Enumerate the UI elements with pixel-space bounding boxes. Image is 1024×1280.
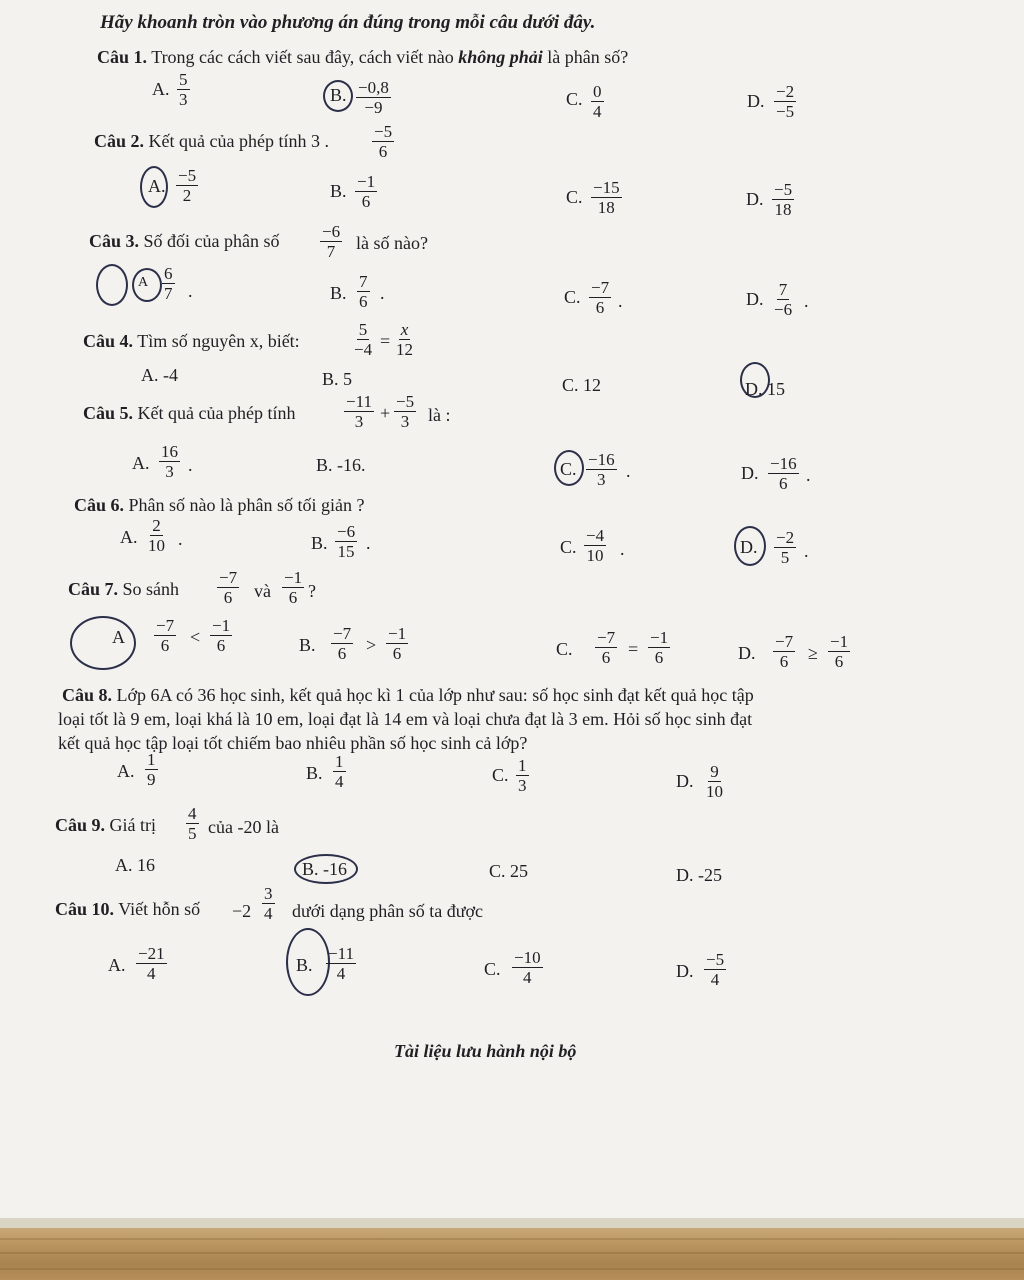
q1-option-d[interactable]: $\frac{-2}{-5}$ bbox=[776, 82, 795, 121]
plus-sign: + bbox=[380, 403, 391, 423]
q3-question-tail: là số nào? bbox=[356, 233, 428, 253]
q7-and: và bbox=[254, 581, 271, 601]
q3-option-c[interactable]: $\frac{-7}{6}$ bbox=[591, 278, 610, 317]
wooden-table bbox=[0, 1228, 1024, 1280]
q2-option-a-label[interactable]: A. bbox=[148, 176, 166, 196]
question-8-line-3: kết quả học tập loại tốt chiếm bao nhiêu phần số học sinh cả lớp? bbox=[58, 733, 528, 753]
q2-option-b[interactable]: $\frac{-1}{6}$ bbox=[357, 172, 376, 211]
q7-option-c-right[interactable]: $\frac{-1}{6}$ bbox=[650, 628, 669, 667]
q4-option-b[interactable]: B. 5 bbox=[322, 369, 353, 389]
q6-option-c-tail: . bbox=[620, 539, 625, 559]
q10-option-b-label[interactable]: B. bbox=[296, 955, 313, 975]
q10-option-a[interactable]: $\frac{-21}{4}$ bbox=[138, 944, 165, 983]
q4-option-d[interactable]: D. 15 bbox=[745, 379, 785, 399]
q1-option-c-label[interactable]: C. bbox=[566, 89, 583, 109]
q2-option-d[interactable]: $\frac{-5}{18}$ bbox=[774, 180, 793, 219]
q7-option-d-left[interactable]: $\frac{-7}{6}$ bbox=[775, 632, 794, 671]
q1-option-b[interactable]: $\frac{-0,8}{-9}$ bbox=[358, 78, 389, 117]
q3-option-a-label[interactable]: A bbox=[138, 275, 149, 290]
q7-option-b-operator: > bbox=[366, 635, 377, 655]
q8-option-c-label[interactable]: C. bbox=[492, 765, 509, 785]
q8-option-d-label[interactable]: D. bbox=[676, 771, 694, 791]
q5-option-d[interactable]: $\frac{-16}{6}$ bbox=[770, 454, 797, 493]
q6-option-a-tail: . bbox=[178, 529, 183, 549]
q6-option-d-label[interactable]: D. bbox=[740, 537, 758, 557]
q7-option-d-label[interactable]: D. bbox=[738, 643, 756, 663]
q8-option-b[interactable]: $\frac{1}{4}$ bbox=[335, 752, 344, 791]
question-5: Câu 5. Kết quả của phép tính bbox=[83, 403, 296, 423]
q6-option-d-tail: . bbox=[804, 541, 809, 561]
q7-fraction-1: $\frac{-7}{6}$ bbox=[219, 568, 238, 607]
q4-option-a[interactable]: A. -4 bbox=[141, 365, 178, 385]
q5-fraction-1: $\frac{-11}{3}$ bbox=[346, 392, 372, 431]
q8-option-a[interactable]: $\frac{1}{9}$ bbox=[147, 750, 156, 789]
q10-option-a-label[interactable]: A. bbox=[108, 955, 126, 975]
q3-option-a[interactable]: $\frac{6}{7}$ bbox=[164, 264, 173, 303]
q5-question-tail: là : bbox=[428, 405, 451, 425]
q5-option-c-tail: . bbox=[626, 461, 631, 481]
q8-option-d[interactable]: $\frac{9}{10}$ bbox=[706, 762, 723, 801]
q3-option-d[interactable]: $\frac{7}{-6}$ bbox=[774, 280, 793, 319]
question-4: Câu 4. Tìm số nguyên x, biết: bbox=[83, 331, 300, 351]
q4-fraction-right: $\frac{x}{12}$ bbox=[396, 320, 413, 359]
q5-option-a-label[interactable]: A. bbox=[132, 453, 150, 473]
wood-grain bbox=[0, 1268, 1024, 1270]
q2-option-d-label[interactable]: D. bbox=[746, 189, 764, 209]
q4-fraction-left: $\frac{5}{-4}$ bbox=[354, 320, 373, 359]
q10-option-c-label[interactable]: C. bbox=[484, 959, 501, 979]
question-8-line-2: loại tốt là 9 em, loại khá là 10 em, loại đạt là 14 em và loại chưa đạt là 3 em. Hỏi số học sinh đạt bbox=[58, 709, 753, 729]
instruction: Hãy khoanh tròn vào phương án đúng trong mỗi câu dưới đây. bbox=[100, 12, 596, 33]
q3-option-b[interactable]: $\frac{7}{6}$ bbox=[359, 272, 368, 311]
q10-option-d-label[interactable]: D. bbox=[676, 961, 694, 981]
q6-option-b-label[interactable]: B. bbox=[311, 533, 328, 553]
q9-option-a[interactable]: A. 16 bbox=[115, 855, 155, 875]
q2-option-c[interactable]: $\frac{-15}{18}$ bbox=[593, 178, 620, 217]
question-3: Câu 3. Số đối của phân số bbox=[89, 231, 280, 251]
q3-option-b-label[interactable]: B. bbox=[330, 283, 347, 303]
question-6: Câu 6. Phân số nào là phân số tối giản ? bbox=[74, 495, 365, 515]
q5-option-c[interactable]: $\frac{-16}{3}$ bbox=[588, 450, 615, 489]
q6-option-a-label[interactable]: A. bbox=[120, 527, 138, 547]
q7-option-a-right[interactable]: $\frac{-1}{6}$ bbox=[212, 616, 231, 655]
q6-option-d[interactable]: $\frac{-2}{5}$ bbox=[776, 528, 795, 567]
question-1: Câu 1. Trong các cách viết sau đây, cách viết nào không phải là phân số? bbox=[97, 47, 629, 67]
q4-option-c[interactable]: C. 12 bbox=[562, 375, 602, 395]
q1-option-a-label[interactable]: A. bbox=[152, 79, 170, 99]
q7-option-c-label[interactable]: C. bbox=[556, 639, 573, 659]
question-9: Câu 9. Giá trị bbox=[55, 815, 157, 835]
question-8-line-1: Câu 8. Lớp 6A có 36 học sinh, kết quả học kì 1 của lớp như sau: số học sinh đạt kết quả học tập bbox=[62, 685, 754, 705]
q5-option-d-tail: . bbox=[806, 465, 811, 485]
q7-option-a-left[interactable]: $\frac{-7}{6}$ bbox=[156, 616, 175, 655]
q6-option-b-tail: . bbox=[366, 533, 371, 553]
q7-option-d-right[interactable]: $\frac{-1}{6}$ bbox=[830, 632, 849, 671]
q10-mixed-fraction: $\frac{3}{4}$ bbox=[264, 884, 273, 923]
q9-option-c[interactable]: C. 25 bbox=[489, 861, 529, 881]
q7-option-b-left[interactable]: $\frac{-7}{6}$ bbox=[333, 624, 352, 663]
q9-question-tail: của -20 là bbox=[208, 817, 279, 837]
question-2: Câu 2. Kết quả của phép tính 3 . bbox=[94, 131, 329, 151]
q5-option-d-label[interactable]: D. bbox=[741, 463, 759, 483]
q3-question-fraction: $\frac{-6}{7}$ bbox=[322, 222, 341, 261]
q5-option-b[interactable]: B. -16. bbox=[316, 455, 366, 475]
q10-option-d[interactable]: $\frac{-5}{4}$ bbox=[706, 950, 725, 989]
q10-question-tail: dưới dạng phân số ta được bbox=[292, 901, 484, 921]
equals-sign: = bbox=[380, 331, 391, 351]
q3-option-a-tail: . bbox=[188, 281, 193, 301]
wood-grain bbox=[0, 1252, 1024, 1254]
wood-grain bbox=[0, 1238, 1024, 1240]
q8-option-c[interactable]: $\frac{1}{3}$ bbox=[518, 756, 527, 795]
q5-fraction-2: $\frac{-5}{3}$ bbox=[396, 392, 415, 431]
q7-option-a-label[interactable]: A bbox=[112, 627, 125, 647]
q3-option-d-tail: . bbox=[804, 291, 809, 311]
q3-option-d-label[interactable]: D. bbox=[746, 289, 764, 309]
q3-option-b-tail: . bbox=[380, 283, 385, 303]
page-edge bbox=[0, 1218, 1024, 1228]
q7-question-mark: ? bbox=[308, 581, 316, 601]
q8-option-b-label[interactable]: B. bbox=[306, 763, 323, 783]
q7-fraction-2: $\frac{-1}{6}$ bbox=[284, 568, 303, 607]
q6-option-c-label[interactable]: C. bbox=[560, 537, 577, 557]
q9-fraction: $\frac{4}{5}$ bbox=[188, 804, 197, 843]
q1-option-a[interactable]: $\frac{5}{3}$ bbox=[179, 70, 188, 109]
q7-option-d-operator: ≥ bbox=[808, 643, 818, 663]
q3-option-c-tail: . bbox=[618, 291, 623, 311]
footer-note: Tài liệu lưu hành nội bộ bbox=[394, 1041, 577, 1061]
q5-option-c-label[interactable]: C. bbox=[560, 459, 577, 479]
q1-option-c[interactable]: $\frac{0}{4}$ bbox=[593, 82, 602, 121]
q2-option-a[interactable]: $\frac{-5}{2}$ bbox=[178, 166, 197, 205]
q7-option-a-operator: < bbox=[190, 627, 201, 647]
q10-option-b[interactable]: $\frac{-11}{4}$ bbox=[328, 944, 354, 983]
q1-option-b-label[interactable]: B. bbox=[330, 85, 347, 105]
q2-expression-fraction: $\frac{-5}{6}$ bbox=[374, 122, 393, 161]
q9-option-d[interactable]: D. -25 bbox=[676, 865, 722, 885]
q6-option-b[interactable]: $\frac{-6}{15}$ bbox=[337, 522, 356, 561]
answer-circle bbox=[96, 264, 128, 306]
q1-option-d-label[interactable]: D. bbox=[747, 91, 765, 111]
q2-option-b-label[interactable]: B. bbox=[330, 181, 347, 201]
q5-option-a[interactable]: $\frac{16}{3}$ bbox=[161, 442, 178, 481]
q7-option-c-left[interactable]: $\frac{-7}{6}$ bbox=[597, 628, 616, 667]
question-10: Câu 10. Viết hỗn số bbox=[55, 899, 201, 919]
q7-option-c-operator: = bbox=[628, 639, 639, 659]
q7-option-b-label[interactable]: B. bbox=[299, 635, 316, 655]
q2-option-c-label[interactable]: C. bbox=[566, 187, 583, 207]
q7-option-b-right[interactable]: $\frac{-1}{6}$ bbox=[388, 624, 407, 663]
q3-option-c-label[interactable]: C. bbox=[564, 287, 581, 307]
q6-option-a[interactable]: $\frac{2}{10}$ bbox=[148, 516, 165, 555]
question-7: Câu 7. So sánh bbox=[68, 579, 180, 599]
q8-option-a-label[interactable]: A. bbox=[117, 761, 135, 781]
q9-option-b[interactable]: B. -16 bbox=[302, 859, 347, 879]
q10-mixed-whole: −2 bbox=[232, 901, 252, 921]
q5-option-a-tail: . bbox=[188, 455, 193, 475]
q6-option-c[interactable]: $\frac{-4}{10}$ bbox=[586, 526, 605, 565]
q10-option-c[interactable]: $\frac{-10}{4}$ bbox=[514, 948, 541, 987]
answer-circle bbox=[70, 616, 136, 670]
answer-circle bbox=[323, 80, 353, 112]
